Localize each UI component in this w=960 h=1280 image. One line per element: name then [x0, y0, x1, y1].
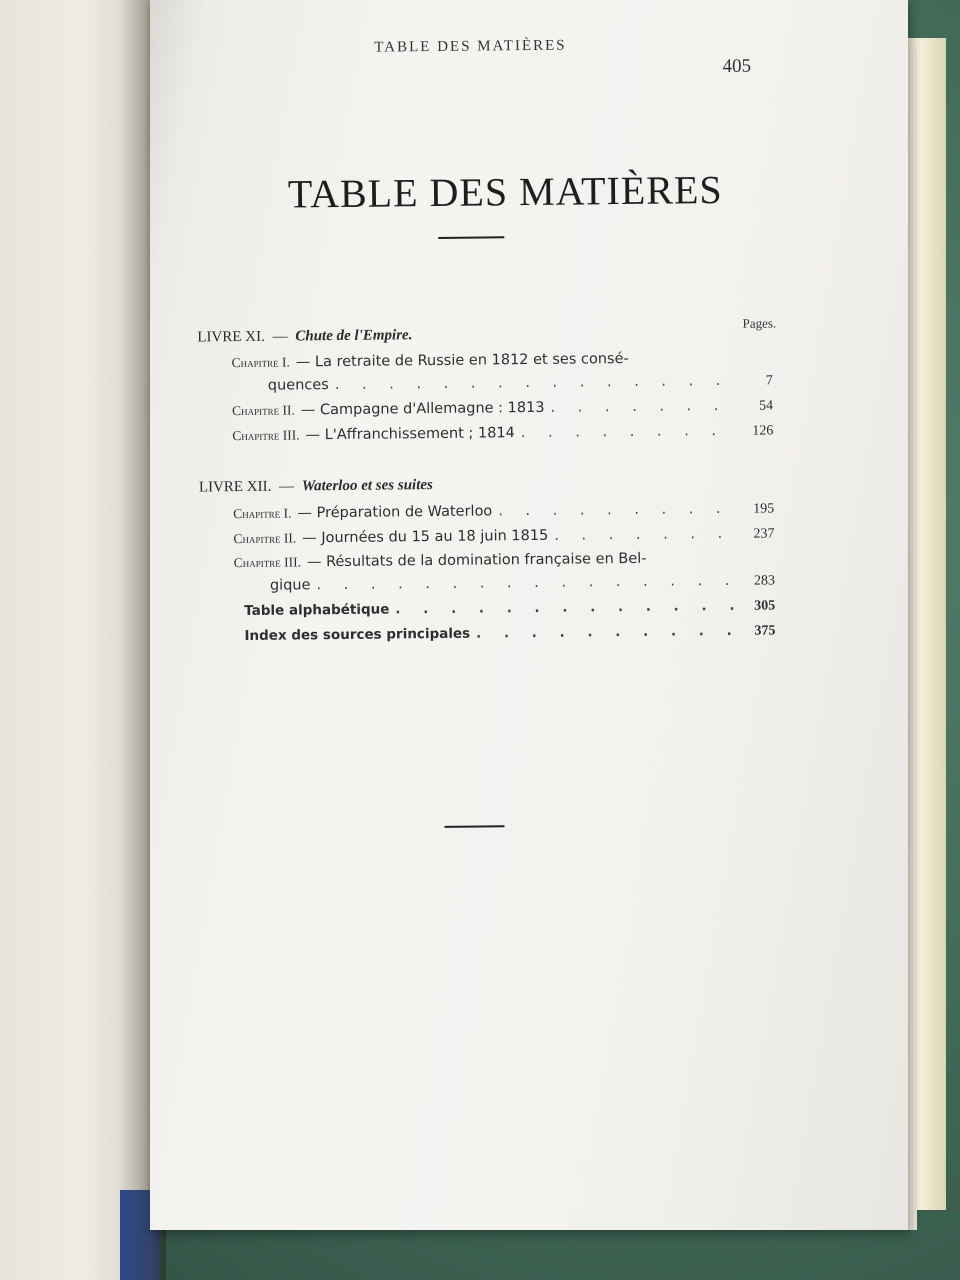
chapter-title: — Résultats de la domination française en Bel-	[306, 550, 647, 571]
chapter-label: Chapitre III.	[232, 427, 300, 444]
book-label: LIVRE XII.	[198, 478, 272, 496]
end-rule	[444, 825, 504, 828]
book-label: LIVRE XI.	[197, 328, 265, 346]
page-content	[146, 0, 917, 1234]
leader-dots	[521, 419, 738, 445]
chapter-title: — Campagne d'Allemagne : 1813	[300, 399, 545, 419]
table-of-contents	[197, 315, 775, 649]
leader-dots	[476, 619, 740, 646]
chapter-page: 237	[753, 526, 775, 542]
chapter-title: — Journées du 15 au 18 juin 1815	[302, 527, 549, 547]
title-rule	[438, 236, 504, 239]
book-subtitle: Waterloo et ses suites	[301, 477, 433, 495]
right-page	[150, 0, 908, 1230]
leader-dots	[395, 594, 739, 622]
book-dash: —	[272, 328, 288, 345]
index-title: Index des sources principales	[244, 625, 471, 645]
chapter-label: Chapitre III.	[233, 554, 302, 571]
leader-dots	[554, 522, 738, 548]
chapter-title: — L'Affranchissement ; 1814	[305, 425, 515, 444]
toc-entry-index[interactable]	[200, 618, 775, 649]
chapter-title-continuation: gique	[269, 577, 311, 594]
index-title: Table alphabétique	[244, 601, 390, 620]
leader-dots	[550, 394, 737, 420]
index-page: 305	[754, 598, 776, 614]
chapter-page: 126	[752, 423, 774, 439]
chapter-page: 54	[758, 398, 774, 414]
chapter-title: — La retraite de Russie en 1812 et ses consé-	[295, 350, 629, 371]
chapter-page: 283	[753, 573, 775, 589]
page-title: TABLE DES MATIÈRES	[287, 166, 723, 217]
book-dash: —	[279, 478, 295, 495]
pages-column-label: Pages.	[742, 315, 777, 331]
leader-dots	[498, 497, 738, 524]
chapter-label: Chapitre II.	[232, 402, 295, 419]
page-number: 405	[722, 55, 752, 77]
leader-dots	[316, 569, 739, 597]
chapter-label: Chapitre I.	[233, 505, 292, 522]
leader-dots	[335, 369, 737, 397]
chapter-title-continuation: quences	[267, 377, 329, 394]
chapter-page: 195	[753, 501, 775, 517]
running-head: TABLE DES MATIÈRES	[374, 37, 567, 56]
book-subtitle: Chute de l'Empire.	[295, 327, 413, 345]
chapter-page: 7	[765, 373, 773, 389]
chapter-label: Chapitre II.	[233, 530, 297, 547]
chapter-label: Chapitre I.	[231, 354, 290, 371]
chapter-title: — Préparation de Waterloo	[297, 503, 493, 522]
index-page: 375	[754, 623, 776, 639]
